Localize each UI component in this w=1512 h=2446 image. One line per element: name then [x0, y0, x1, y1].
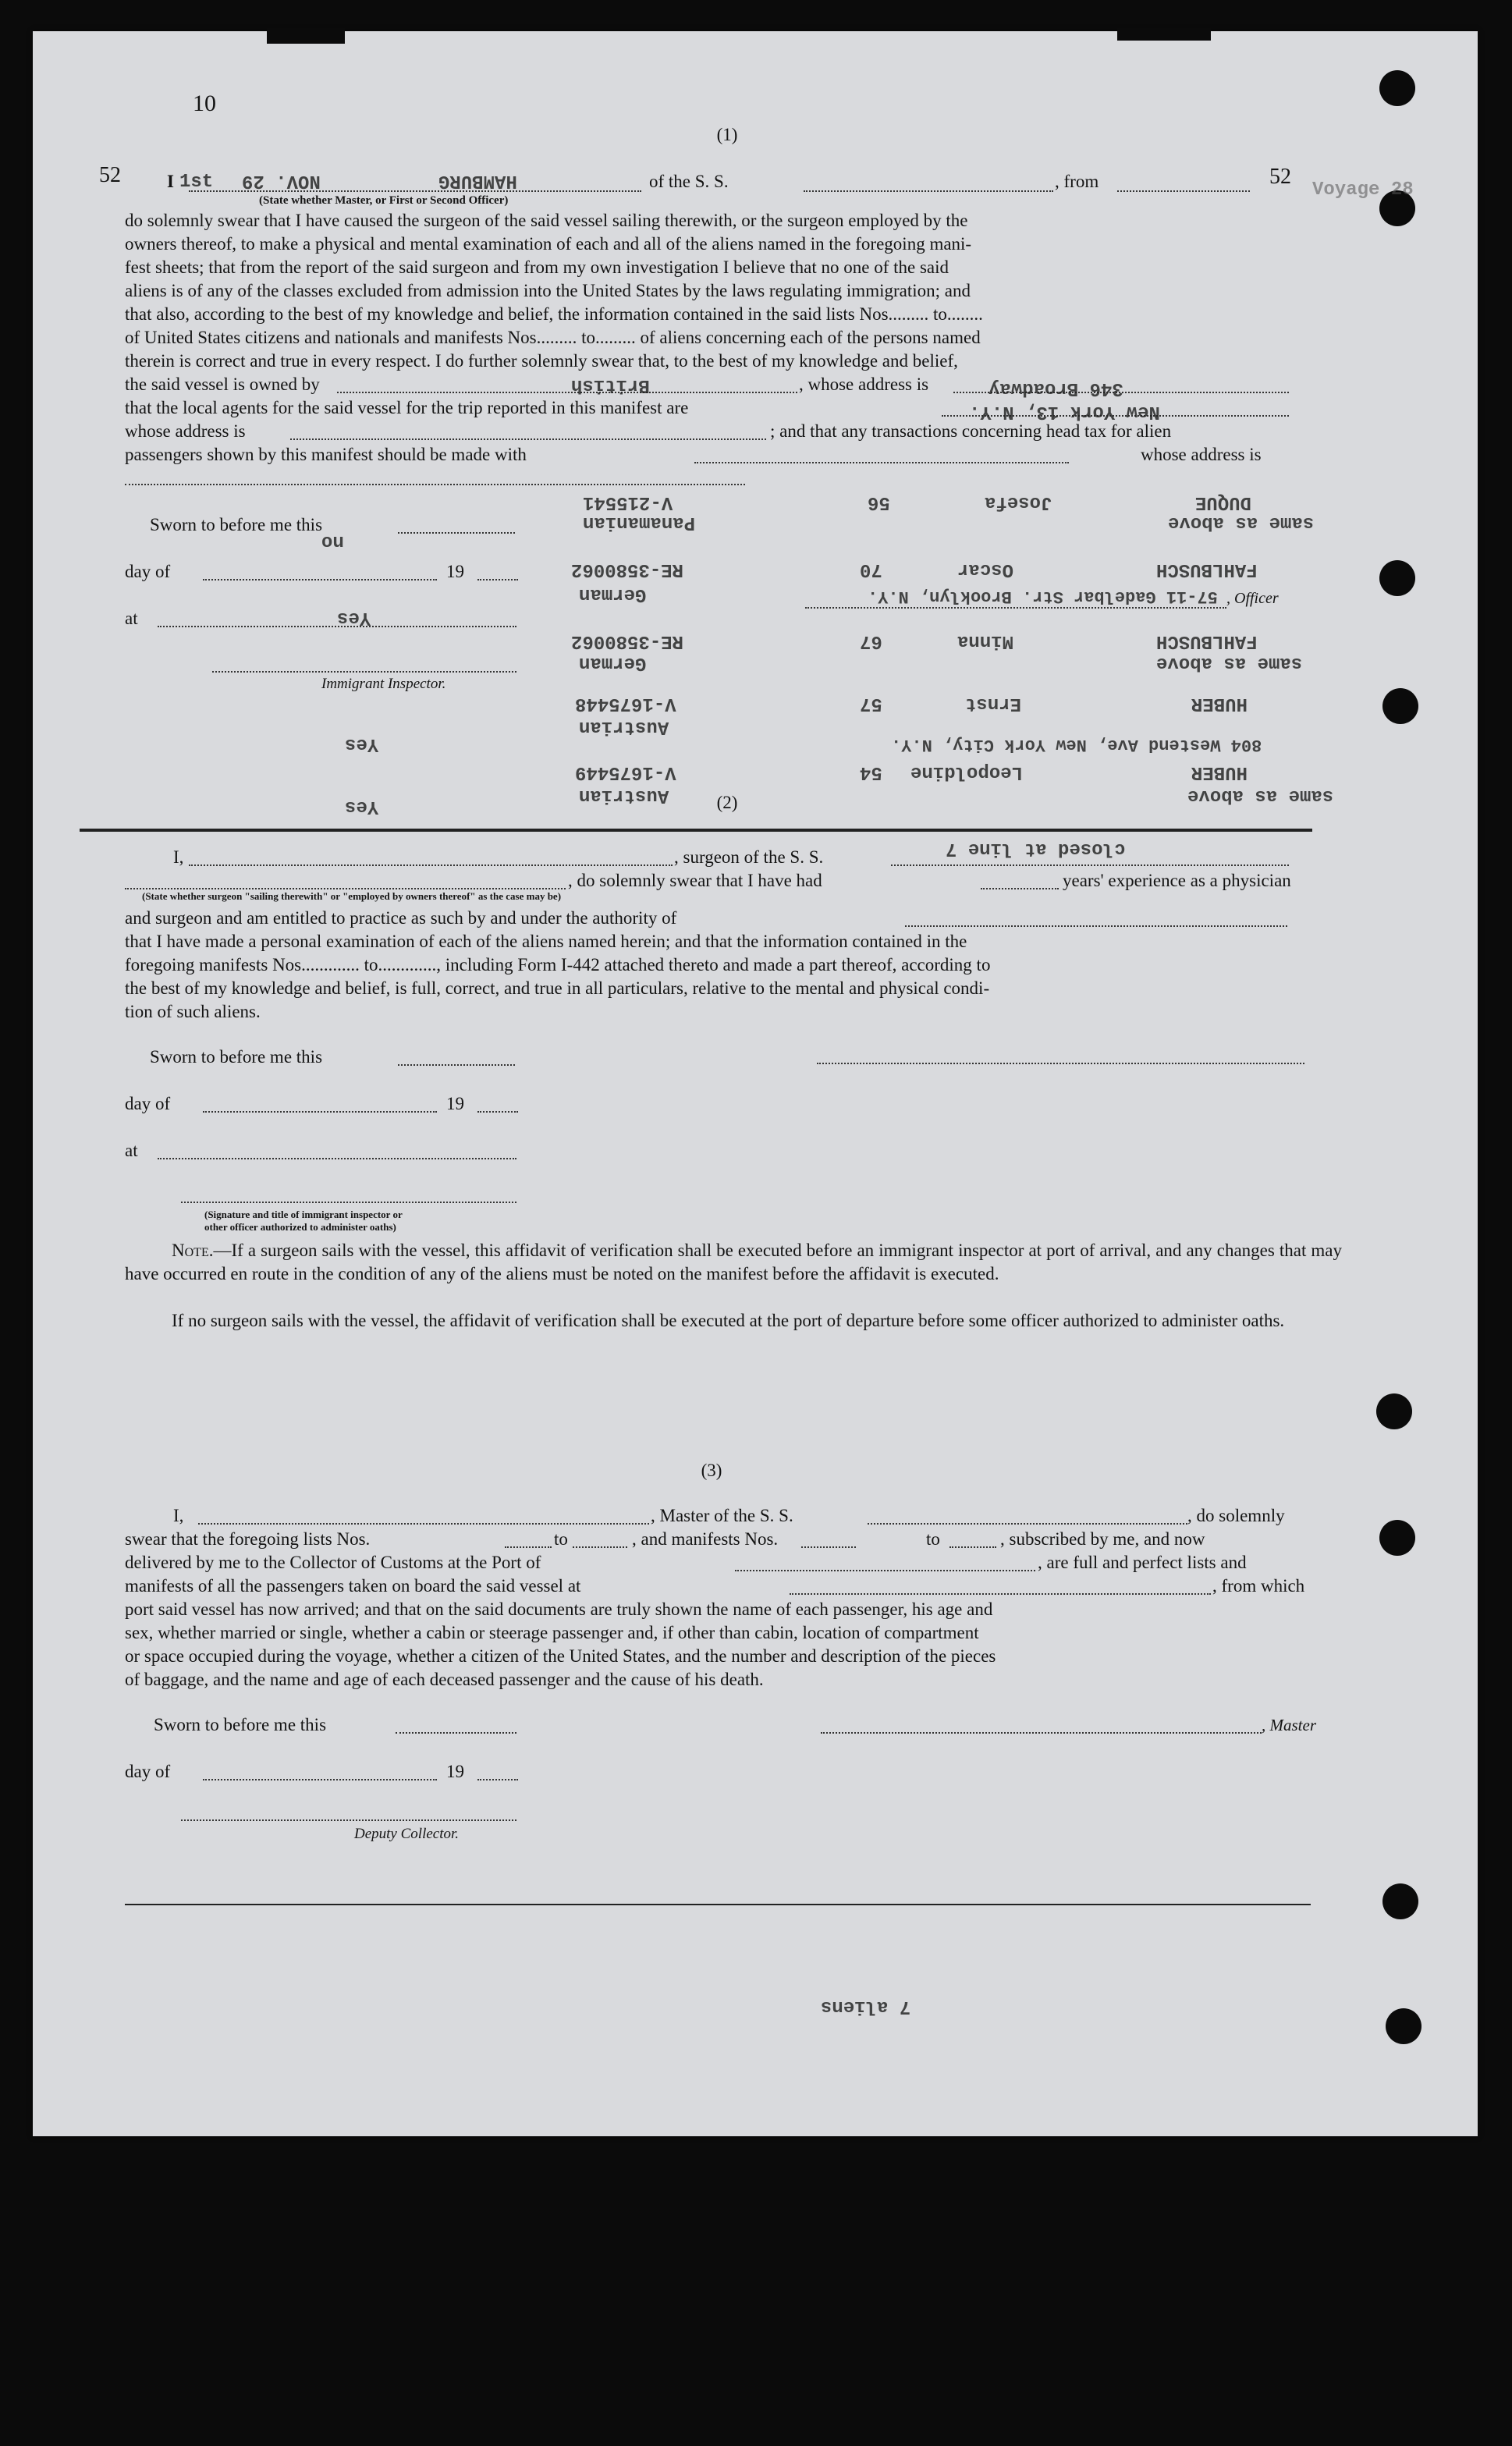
subscribed-label: , subscribed by me, and now	[1000, 1529, 1205, 1549]
manifests-label: , and manifests Nos.	[632, 1529, 779, 1549]
authority-field[interactable]	[905, 925, 1287, 927]
head-tax-address-label: whose address is	[1141, 445, 1262, 464]
torn-edge	[1117, 28, 1211, 41]
bleed-through-nat: German	[579, 584, 647, 605]
agents-address-field[interactable]	[290, 438, 766, 440]
stamped-address: 346 Broadway	[988, 378, 1123, 399]
years-field[interactable]	[981, 888, 1059, 889]
bleed-through-num: RE-3580062	[571, 630, 684, 651]
oath-text: aliens is of any of the classes excluded from admission into the United States by the laws regulating immigration; and	[125, 281, 971, 300]
inspector-signature-field[interactable]	[181, 1202, 516, 1203]
punch-hole	[1379, 560, 1415, 596]
bleed-through-num: V-1675449	[575, 761, 676, 783]
day-field[interactable]	[203, 579, 437, 580]
owned-by-label: the said vessel is owned by	[125, 375, 320, 394]
punch-hole	[1386, 2008, 1421, 2044]
bleed-through-name: FAHLBUSCH	[1156, 630, 1258, 651]
manifests-text: manifests of all the passengers taken on board the said vessel at	[125, 1576, 581, 1596]
oath-text: therein is correct and true in every respect. I do further solemnly swear that, to the best of my knowledge and belief,	[125, 351, 958, 371]
stamped-closed: closed at line 7	[946, 838, 1126, 859]
margin-note: 10	[193, 91, 216, 116]
head-tax-field[interactable]	[694, 462, 1069, 463]
bleed-through-addr: same as above	[1156, 652, 1303, 673]
of-the-ss: of the S. S.	[649, 172, 729, 191]
oath-text: foregoing manifests Nos............. to............., including Form I-442 attached thereto and made a part thereof, according to	[125, 955, 991, 974]
bleed-through-num: V-1675448	[575, 693, 676, 714]
deputy-signature-field[interactable]	[181, 1819, 516, 1821]
bleed-through-age: 56	[868, 492, 890, 513]
stamped-date: NOV. 29	[242, 170, 321, 191]
year-field[interactable]	[477, 579, 518, 580]
note-paragraph	[125, 1239, 1342, 1286]
bleed-through-age: 67	[860, 630, 882, 651]
bleed-through-nat: Austrian	[579, 785, 669, 806]
year-field[interactable]	[477, 1111, 518, 1113]
master-i: I,	[173, 1506, 184, 1525]
footer-rule	[125, 1904, 1311, 1905]
section-divider	[80, 829, 1312, 832]
bleed-through-name: HUBER	[1191, 761, 1248, 783]
sworn-label: Sworn to before me this	[150, 515, 323, 534]
manifests-to-field[interactable]	[949, 1546, 996, 1548]
margin-note: 52	[1269, 165, 1291, 189]
embark-port-field[interactable]	[790, 1593, 1211, 1595]
bleed-through-num: RE-3580062	[571, 559, 684, 580]
from-field[interactable]	[1117, 190, 1250, 192]
sworn-label: Sworn to before me this	[154, 1715, 327, 1734]
collector-label: delivered by me to the Collector of Customs at the Port of	[125, 1553, 541, 1572]
oath-text: owners thereof, to make a physical and mental examination of each and all of the aliens named in the foregoing mani-	[125, 234, 972, 254]
rank-field[interactable]	[189, 190, 641, 192]
passengers-label: passengers shown by this manifest should be made with	[125, 445, 527, 464]
stamped-owner: British	[571, 375, 650, 396]
margin-note: Voyage 28	[1312, 179, 1414, 201]
year-label: 19	[446, 1762, 464, 1781]
state-note: (State whether Master, or First or Second Officer)	[259, 194, 509, 207]
stamped-ship-name: HAMBURG	[438, 170, 517, 191]
manifests-from-field[interactable]	[801, 1546, 856, 1548]
note-text: If no surgeon sails with the vessel, the affidavit of verification shall be executed at the port of departure before some officer authorized to administer oaths.	[172, 1311, 1285, 1330]
signature-note: (Signature and title of immigrant inspector or	[204, 1209, 403, 1220]
lists-from-field[interactable]	[505, 1546, 552, 1548]
margin-note: 52	[99, 163, 121, 187]
oath-text: tion of such aliens.	[125, 1002, 261, 1021]
years-exp-label: years' experience as a physician	[1063, 871, 1291, 890]
oath-text: fest sheets; that from the report of the said surgeon and from my own investigation I believe that no one of the said	[125, 257, 949, 277]
inspector-label: Immigrant Inspector.	[321, 676, 446, 692]
surgeon-of-label: , surgeon of the S. S.	[674, 847, 824, 867]
surgeon-i: I,	[173, 847, 184, 867]
bleed-through-age: 57	[860, 693, 882, 714]
owner-address-label: , whose address is	[799, 375, 929, 394]
oath-text: of baggage, and the name and age of each deceased passenger and the cause of his death.	[125, 1670, 764, 1689]
officer-label: , Officer	[1226, 590, 1279, 607]
bleed-through-addr: 57-11 Gadelbar Str. Brooklyn, N.Y.	[868, 587, 1218, 606]
bleed-through-nat: Panamanian	[583, 512, 696, 533]
oath-text: the best of my knowledge and belief, is full, correct, and true in all particulars, relative to the mental and physical condi-	[125, 978, 990, 998]
at-field[interactable]	[158, 626, 516, 627]
stamped-agents-address: New York 13, N.Y.	[969, 401, 1160, 422]
master-name-field[interactable]	[198, 1523, 649, 1525]
bleed-through-name: FAHLBUSCH	[1156, 559, 1258, 580]
at-label: at	[125, 609, 138, 628]
at-field[interactable]	[158, 1158, 516, 1159]
line-under	[125, 484, 745, 485]
master-ship-field[interactable]	[868, 1523, 1187, 1525]
oath-text: sex, whether married or single, whether a cabin or steerage passenger and, if other than cabin, location of compartment	[125, 1623, 979, 1642]
day-field[interactable]	[203, 1111, 437, 1113]
to-label: to	[554, 1529, 568, 1549]
oath-text: that I have made a personal examination of each of the aliens named herein; and that the information contained in the	[125, 932, 967, 951]
port-field[interactable]	[735, 1570, 1035, 1571]
at-label: at	[125, 1141, 138, 1160]
oath-text: or space occupied during the voyage, whether a citizen of the United States, and the number and description of the pieces	[125, 1646, 996, 1666]
note-paragraph	[125, 1309, 1342, 1333]
sworn-field[interactable]	[398, 532, 515, 534]
oath-text: do solemnly swear that I have caused the surgeon of the said vessel sailing therewith, or the surgeon employed by the	[125, 211, 968, 230]
sworn-field[interactable]	[398, 1064, 515, 1066]
bleed-through-name: DUQUE	[1195, 492, 1252, 513]
sworn-field[interactable]	[396, 1732, 516, 1734]
year-field[interactable]	[477, 1779, 518, 1780]
bleed-through-age: 70	[860, 559, 882, 580]
bleed-through-yes: Yes	[337, 607, 371, 628]
surgeon-signature-field[interactable]	[817, 1063, 1304, 1064]
section-number: (2)	[716, 793, 738, 812]
bleed-through-given: Josefa	[985, 492, 1052, 513]
year-label: 19	[446, 1094, 464, 1113]
punch-hole	[1376, 1393, 1412, 1429]
torn-edge	[267, 28, 345, 44]
year-label: 19	[446, 562, 464, 581]
bleed-through-given: Ernst	[965, 693, 1022, 714]
lists-to-field[interactable]	[573, 1546, 627, 1548]
oath-text: of United States citizens and nationals and manifests Nos......... to......... of aliens concerning each of the persons named	[125, 328, 981, 347]
punch-hole	[1379, 1520, 1415, 1556]
deputy-label: Deputy Collector.	[354, 1826, 460, 1842]
oath-text: that also, according to the best of my knowledge and belief, the information contained in the said lists Nos......... to........	[125, 304, 983, 324]
bleed-through-yes: no	[321, 531, 344, 552]
stamped-alien-count: 7 aliens	[821, 1996, 911, 2017]
bleed-through-given: Minna	[957, 630, 1014, 651]
bleed-through-given: Oscar	[957, 559, 1014, 580]
head-tax-text: ; and that any transactions concerning head tax for alien	[770, 421, 1172, 441]
oath-text: port said vessel has now arrived; and that on the said documents are truly shown the name of each passenger, his age and	[125, 1599, 993, 1619]
bleed-through-nat: Austrian	[579, 716, 669, 737]
bleed-through-yes: Yes	[345, 733, 379, 754]
full-lists-label: , are full and perfect lists and	[1038, 1553, 1247, 1572]
bleed-through-age: 54	[860, 761, 882, 783]
note-label: Note.	[172, 1241, 214, 1260]
surgeon-name-field[interactable]	[189, 864, 673, 866]
signature-note: other officer authorized to administer oaths)	[204, 1221, 396, 1233]
master-label: , Master	[1262, 1716, 1316, 1734]
day-of-label: day of	[125, 1762, 171, 1781]
punch-hole	[1382, 1883, 1418, 1919]
bleed-through-given: Leopoldine	[910, 761, 1024, 783]
section-number: (1)	[716, 125, 738, 144]
solemnly-label: , do solemnly	[1187, 1506, 1285, 1525]
bleed-through-name: HUBER	[1191, 693, 1248, 714]
from-which-label: , from which	[1212, 1576, 1305, 1596]
owner-field[interactable]	[337, 392, 797, 393]
stamped-rank: 1st	[179, 172, 214, 193]
to-label: to	[926, 1529, 940, 1549]
surgeon-ship-field[interactable]	[891, 864, 1289, 866]
sworn-label: Sworn to before me this	[150, 1047, 323, 1067]
oath-text: and surgeon and am entitled to practice as such by and under the authority of	[125, 908, 677, 928]
officer-signature-field[interactable]	[805, 607, 1226, 609]
bleed-through-num: V-215541	[583, 492, 673, 513]
bleed-through-addr: 804 Westend Ave, New York City, N.Y.	[891, 735, 1262, 754]
agents-label: that the local agents for the said vessel for the trip reported in this manifest are	[125, 398, 689, 417]
state-note: (State whether surgeon "sailing therewith" or "employed by owners thereof" as the case may be)	[142, 890, 562, 902]
swear-label: , do solemnly swear that I have had	[568, 871, 822, 890]
bleed-through-addr: same as above	[1168, 512, 1315, 533]
punch-hole	[1379, 70, 1415, 106]
master-signature-field[interactable]	[821, 1732, 1262, 1734]
master-of-label: , Master of the S. S.	[651, 1506, 793, 1525]
bleed-through-nat: German	[579, 652, 647, 673]
punch-hole	[1382, 688, 1418, 724]
agents-address-label: whose address is	[125, 421, 246, 441]
day-of-label: day of	[125, 1094, 171, 1113]
day-field[interactable]	[203, 1779, 437, 1780]
officer-rank-label: I	[167, 172, 174, 191]
note-text: —If a surgeon sails with the vessel, this affidavit of verification shall be executed before an immigrant inspector at port of arrival, and any changes that may have occurred en route in the condition of any of the aliens must be noted on the manifest before the affidavit is executed.	[125, 1241, 1342, 1283]
bleed-through-addr: same as above	[1187, 785, 1334, 806]
section-number: (3)	[701, 1461, 722, 1480]
from-label: , from	[1055, 172, 1099, 191]
lists-label: swear that the foregoing lists Nos.	[125, 1529, 371, 1549]
bleed-through-yes: Yes	[345, 796, 379, 817]
ship-field[interactable]	[804, 190, 1053, 192]
day-of-label: day of	[125, 562, 171, 581]
manifest-page	[33, 31, 1478, 2136]
